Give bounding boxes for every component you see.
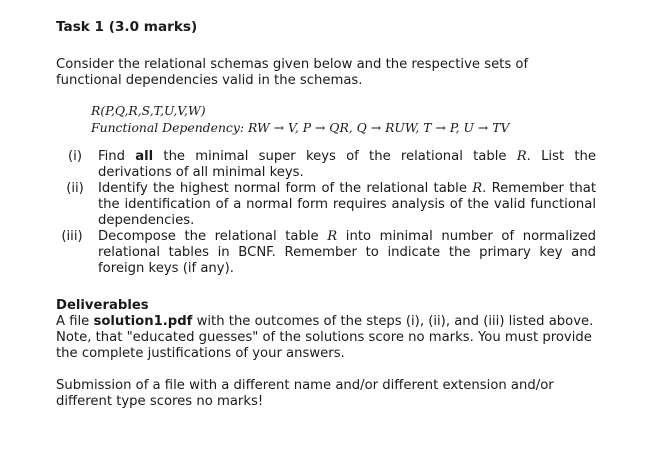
deliverables-text: A file solution1.pdf with the outcomes of the steps (i), (ii), and (iii) listed above. Note, that "educated guesses" of the solutions score no marks. You must provide the complete justifications of your answers. — [56, 314, 594, 361]
task-step-i — [56, 149, 596, 181]
solution-filename: solution1.pdf — [93, 314, 193, 329]
fd-list: RW → V, P → QR, Q → RUW, T → P, U → TV — [248, 120, 510, 135]
deliverables-heading: Deliverables — [56, 298, 149, 313]
functional-dependencies — [91, 119, 596, 136]
submission-note: Submission of a file with a different name and/or different extension and/or different type scores no marks! — [56, 378, 554, 409]
step-text: Find all the minimal super keys of the relational table R. List the derivations of all minimal keys. — [98, 149, 596, 180]
task-step-ii — [56, 181, 596, 229]
fd-label: Functional Dependency: — [91, 120, 245, 135]
task-steps-list — [56, 149, 596, 277]
step-text: Identify the highest normal form of the relational table R. Remember that the identification of a normal form requires analysis of the valid functional dependencies. — [98, 181, 596, 228]
step-number: (ii) — [66, 181, 84, 196]
task-step-iii — [56, 229, 596, 277]
task-title: Task 1 (3.0 marks) — [56, 19, 198, 35]
relation-schema: R(P,Q,R,S,T,U,V,W) — [91, 103, 206, 118]
task-document — [56, 18, 596, 423]
intro-paragraph: Consider the relational schemas given below and the respective sets of functional dependencies valid in the schemas. — [56, 57, 529, 88]
relation-variable: R — [327, 229, 338, 244]
relation-variable: R — [516, 149, 527, 164]
schema-block — [91, 102, 596, 136]
emphasis-all: all — [135, 149, 154, 164]
step-text: Decompose the relational table R into minimal number of normalized relational tables in BCNF. Remember to indicate the primary key and foreign keys (if any). — [98, 229, 596, 276]
step-number: (iii) — [61, 229, 83, 244]
step-number: (i) — [68, 149, 82, 164]
relation-variable: R — [472, 181, 483, 196]
